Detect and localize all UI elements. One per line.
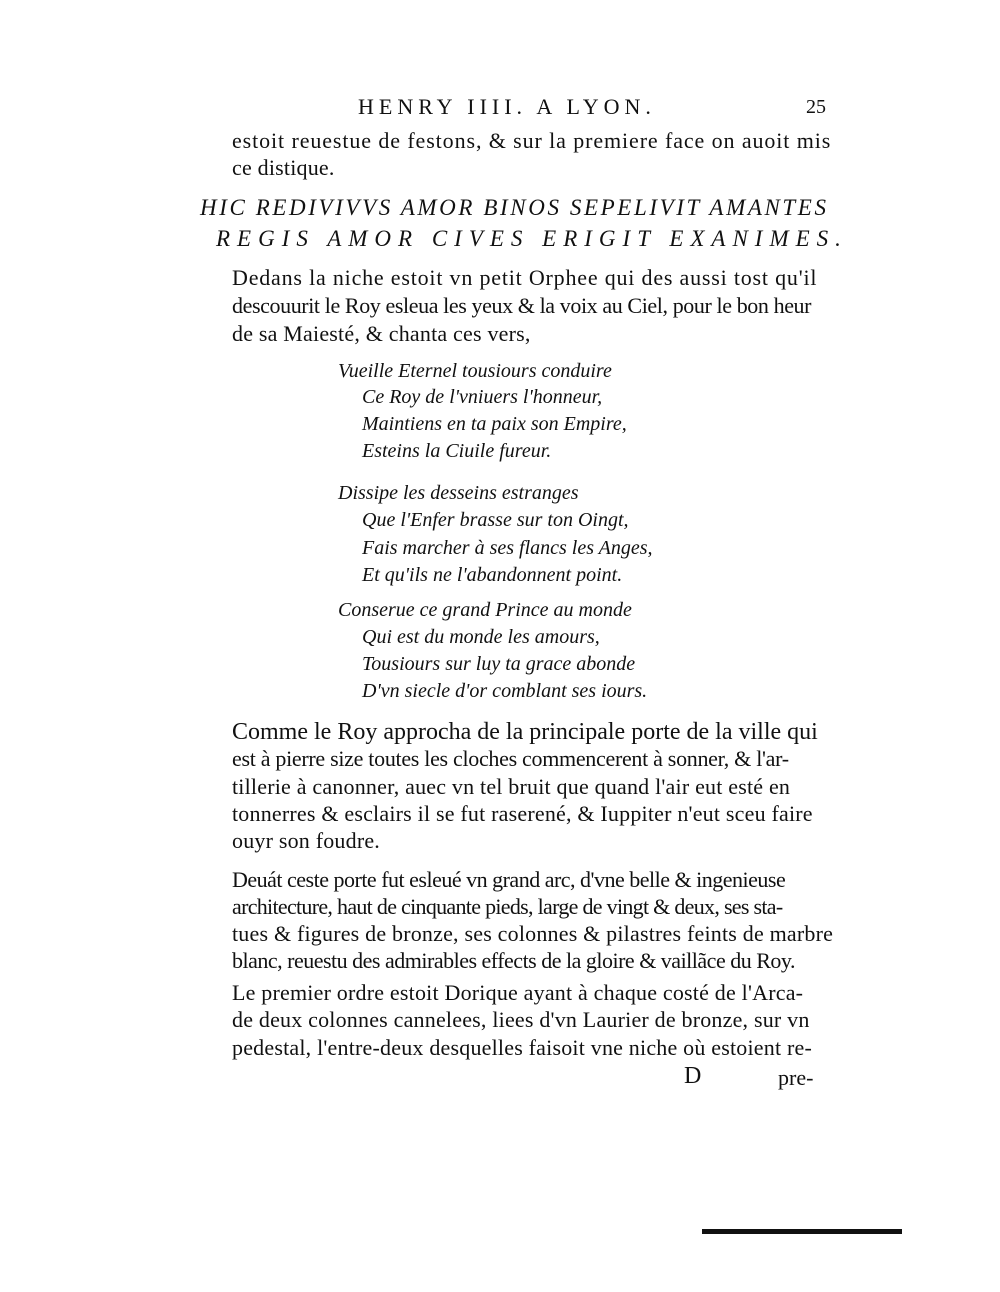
para4-line: blanc, reuestu des admirables effects de la gloire & vaillãce du Roy. — [232, 948, 795, 973]
catchword: pre- — [778, 1065, 814, 1090]
verse-line: Ce Roy de l'vniuers l'honneur, — [362, 386, 603, 408]
verse-line: D'vn siecle d'or comblant ses iours. — [362, 680, 648, 702]
running-head: HENRY IIII. A LYON. — [358, 94, 656, 119]
para4-line: Deuát ceste porte fut esleué vn grand arc, d'vne belle & ingenieuse — [232, 867, 786, 892]
verse-line: Maintiens en ta paix son Empire, — [362, 413, 627, 435]
distich-line: REGIS AMOR CIVES ERIGIT EXANIMES. — [216, 226, 848, 251]
para3-line: est à pierre size toutes les cloches commencerent à sonner, & l'ar- — [232, 746, 789, 771]
para3-line: tonnerres & esclairs il se fut raserené, & Iuppiter n'eut sceu faire — [232, 801, 813, 826]
verse-line: Esteins la Ciuile fureur. — [362, 440, 552, 462]
para2-line: descouurit le Roy esleua les yeux & la voix au Ciel, pour le bon heur — [232, 293, 812, 318]
distich-line: HIC REDIVIVVS AMOR BINOS SEPELIVIT AMANTES — [200, 195, 829, 220]
para5-line: de deux colonnes cannelees, liees d'vn Laurier de bronze, sur vn — [232, 1007, 810, 1032]
para4-line: tues & figures de bronze, ses colonnes & pilastres feints de marbre — [232, 921, 834, 946]
para3-line: Comme le Roy approcha de la principale porte de la ville qui — [232, 719, 818, 745]
verse-line: Conserue ce grand Prince au monde — [338, 599, 632, 621]
para2-line: Dedans la niche estoit vn petit Orphee qui des aussi tost qu'il — [232, 265, 818, 290]
verse-line: Dissipe les desseins estranges — [338, 482, 579, 504]
para2-line: de sa Maiesté, & chanta ces vers, — [232, 321, 531, 346]
bottom-rule — [702, 1229, 902, 1234]
para4-line: architecture, haut de cinquante pieds, large de vingt & deux, ses sta- — [232, 894, 783, 919]
para3-line: tillerie à canonner, auec vn tel bruit que quand l'air eut esté en — [232, 774, 791, 799]
verse-line: Tousiours sur luy ta grace abonde — [362, 653, 636, 675]
verse-line: Qui est du monde les amours, — [362, 626, 600, 648]
verse-line: Que l'Enfer brasse sur ton Oingt, — [362, 509, 629, 531]
para5-line: Le premier ordre estoit Dorique ayant à chaque costé de l'Arca- — [232, 980, 804, 1005]
para5-line: pedestal, l'entre-deux desquelles faisoit vne niche où estoient re- — [232, 1035, 812, 1060]
para1-line: ce distique. — [232, 155, 335, 180]
para1-line: estoit reuestue de festons, & sur la premiere face on auoit mis — [232, 128, 832, 153]
verse-line: Vueille Eternel tousiours conduire — [338, 360, 612, 382]
signature-mark: D — [684, 1063, 702, 1089]
page-number: 25 — [806, 96, 826, 118]
verse-line: Fais marcher à ses flancs les Anges, — [362, 537, 653, 559]
verse-line: Et qu'ils ne l'abandonnent point. — [362, 564, 623, 586]
para3-line: ouyr son foudre. — [232, 828, 381, 853]
